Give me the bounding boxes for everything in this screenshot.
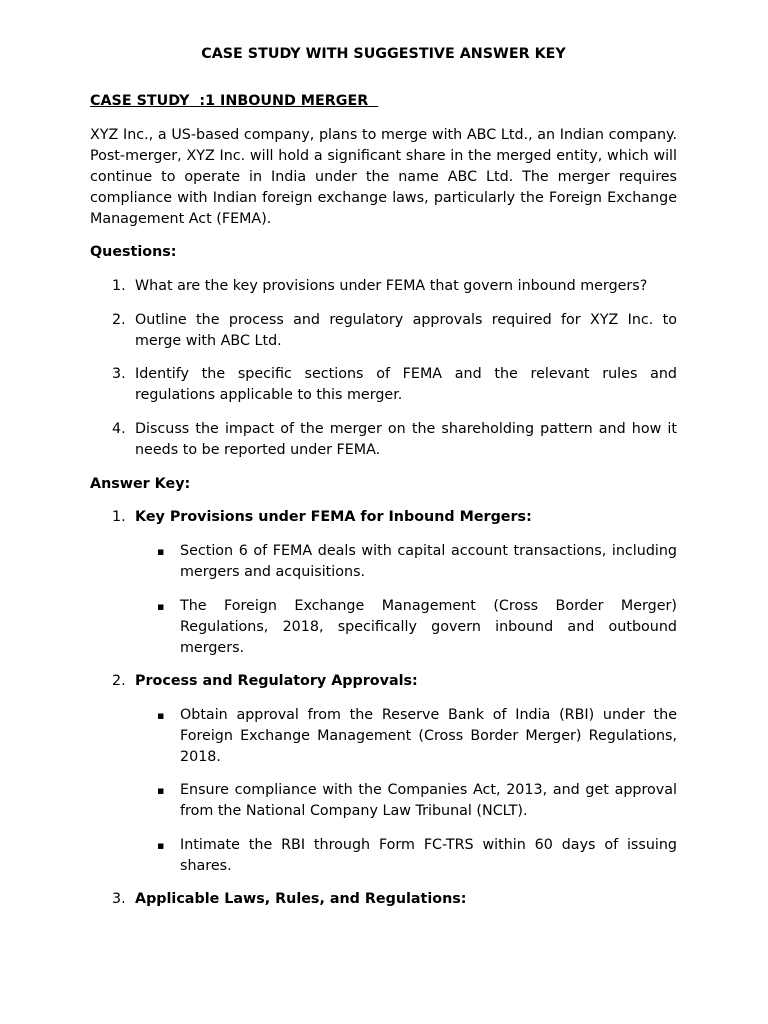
bullet-text: Ensure compliance with the Companies Act, 2013, and get approval from the National Company Law Tribunal (NCLT). xyxy=(180,782,677,819)
question-item xyxy=(90,419,677,461)
question-item xyxy=(90,276,677,297)
answer-number: 1. xyxy=(112,509,126,525)
question-number: 1. xyxy=(112,278,126,294)
question-number: 2. xyxy=(112,312,126,328)
bullet-text: Section 6 of FEMA deals with capital account transactions, including mergers and acquisitions. xyxy=(180,543,677,580)
answer-heading: Process and Regulatory Approvals: xyxy=(135,673,418,689)
answer-bullet xyxy=(90,541,677,583)
bullet-text: Intimate the RBI through Form FC-TRS within 60 days of issuing shares. xyxy=(180,837,677,874)
document-title: CASE STUDY WITH SUGGESTIVE ANSWER KEY xyxy=(201,46,566,62)
answer-bullet xyxy=(90,596,677,659)
question-text: Identify the specific sections of FEMA and the relevant rules and regulations applicable to this merger. xyxy=(135,366,677,403)
answer-item xyxy=(90,507,677,528)
answer-bullet xyxy=(90,835,677,877)
bullet-square-icon: ▪ xyxy=(157,709,165,722)
bullet-text: The Foreign Exchange Management (Cross Border Merger) Regulations, 2018, specifically govern inbound and outbound mergers. xyxy=(180,598,677,656)
bullet-square-icon: ▪ xyxy=(157,784,165,797)
answer-heading: Applicable Laws, Rules, and Regulations: xyxy=(135,891,467,907)
bullet-square-icon: ▪ xyxy=(157,545,165,558)
question-text: What are the key provisions under FEMA that govern inbound mergers? xyxy=(135,278,648,294)
answer-item xyxy=(90,671,677,692)
answer-heading: Key Provisions under FEMA for Inbound Mergers: xyxy=(135,509,532,525)
question-text: Outline the process and regulatory approvals required for XYZ Inc. to merge with ABC Ltd. xyxy=(135,312,677,349)
bullet-square-icon: ▪ xyxy=(157,839,165,852)
question-number: 3. xyxy=(112,366,126,382)
question-item xyxy=(90,310,677,352)
bullet-text: Obtain approval from the Reserve Bank of India (RBI) under the Foreign Exchange Management (Cross Border Merger) Regulations, 2018. xyxy=(180,707,677,765)
answer-number: 3. xyxy=(112,891,126,907)
question-number: 4. xyxy=(112,421,126,437)
question-text: Discuss the impact of the merger on the shareholding pattern and how it needs to be reported under FEMA. xyxy=(135,421,677,458)
answer-bullet xyxy=(90,705,677,768)
case-study-heading: CASE STUDY :1 INBOUND MERGER xyxy=(90,93,379,109)
answer-number: 2. xyxy=(112,673,126,689)
questions-label: Questions: xyxy=(90,244,177,260)
question-item xyxy=(90,364,677,406)
answer-item xyxy=(90,889,677,910)
answer-bullet xyxy=(90,780,677,822)
answer-key-label: Answer Key: xyxy=(90,476,191,492)
case-intro-paragraph: XYZ Inc., a US-based company, plans to merge with ABC Ltd., an Indian company. Post-merger, XYZ Inc. will hold a significant share in the merged entity, which will continue to operate in India under the name ABC Ltd. The merger requires compliance with Indian foreign exchange laws, particularly the Foreign Exchange Management Act (FEMA). xyxy=(90,127,677,227)
bullet-square-icon: ▪ xyxy=(157,600,165,613)
